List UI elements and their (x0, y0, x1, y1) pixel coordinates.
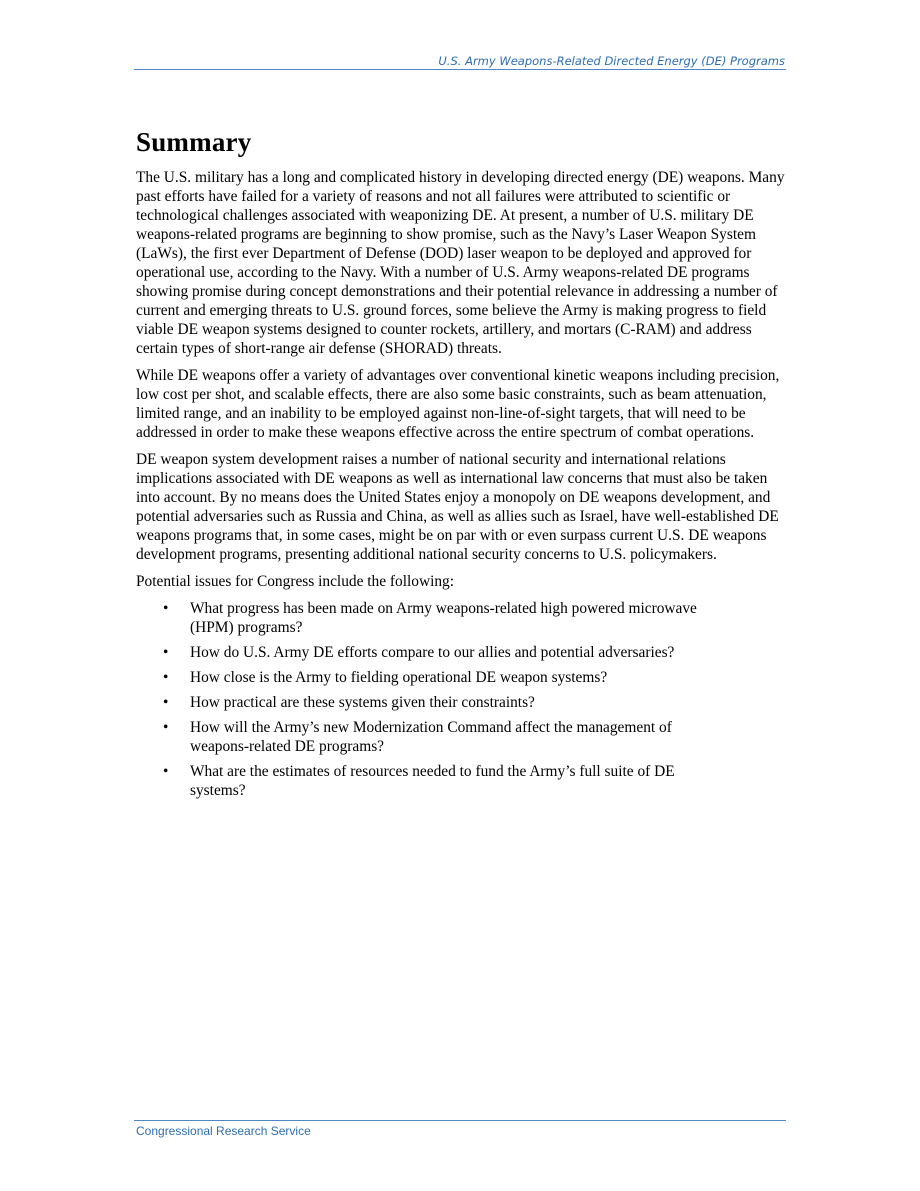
bullet-glyph: • (163, 763, 169, 780)
page-content (136, 124, 788, 806)
list-item-text: How do U.S. Army DE efforts compare to our allies and potential adversaries? (190, 644, 675, 661)
paragraph-implications: DE weapon system development raises a number of national security and international relations implications associated with DE weapons as well as international law concerns that must also be taken into account. By no means does the United States enjoy a monopoly on DE weapons development, and potential adversaries such as Russia and China, as well as allies such as Israel, have well-established DE weapons programs that, in some cases, might be on par with or even surpass current U.S. DE weapons development programs, presenting additional national security concerns to U.S. policymakers. (136, 451, 779, 563)
list-item-text: How close is the Army to fielding operational DE weapon systems? (190, 669, 608, 686)
bullet-glyph: • (163, 694, 169, 711)
bullet-glyph: • (163, 719, 169, 736)
running-header (134, 53, 786, 70)
list-item (136, 693, 788, 712)
page-title: Summary (136, 127, 252, 157)
list-item (136, 599, 788, 637)
bullet-glyph: • (163, 644, 169, 661)
list-item (136, 718, 788, 756)
paragraph-history: The U.S. military has a long and complicated history in developing directed energy (DE) weapons. Many past efforts have failed for a variety of reasons and not all failures were attributed to scientific or technological challenges associated with weaponizing DE. At present, a number of U.S. military DE weapons-related programs are beginning to show promise, such as the Navy’s Laser Weapon System (LaWs), the first ever Department of Defense (DOD) laser weapon to be deployed and approved for operational use, according to the Navy. With a number of U.S. Army weapons-related DE programs showing promise during concept demonstrations and their potential relevance in addressing a number of current and emerging threats to U.S. ground forces, some believe the Army is making progress to field viable DE weapon systems designed to counter rockets, artillery, and mortars (C-RAM) and address certain types of short-range air defense (SHORAD) threats. (136, 169, 785, 357)
list-item-text: How will the Army’s new Modernization Command affect the management of weapons-related DE programs? (190, 719, 672, 755)
list-item (136, 668, 788, 687)
list-item (136, 643, 788, 662)
footer-publisher: Congressional Research Service (136, 1124, 311, 1138)
bullet-glyph: • (163, 669, 169, 686)
issues-list (136, 599, 788, 800)
page-footer (134, 1120, 786, 1138)
paragraph-issues-intro: Potential issues for Congress include the following: (136, 573, 455, 590)
running-header-title: U.S. Army Weapons-Related Directed Energy (DE) Programs (438, 54, 785, 68)
paragraph-advantages: While DE weapons offer a variety of advantages over conventional kinetic weapons including precision, low cost per shot, and scalable effects, there are also some basic constraints, such as beam attenuation, limited range, and an inability to be employed against non-line-of-sight targets, that will need to be addressed in order to make these weapons effective across the entire spectrum of combat operations. (136, 367, 780, 441)
bullet-glyph: • (163, 600, 169, 617)
list-item (136, 762, 788, 800)
list-item-text: What are the estimates of resources needed to fund the Army’s full suite of DE systems? (190, 763, 675, 799)
list-item-text: How practical are these systems given their constraints? (190, 694, 535, 711)
list-item-text: What progress has been made on Army weapons-related high powered microwave (HPM) programs? (190, 600, 697, 636)
